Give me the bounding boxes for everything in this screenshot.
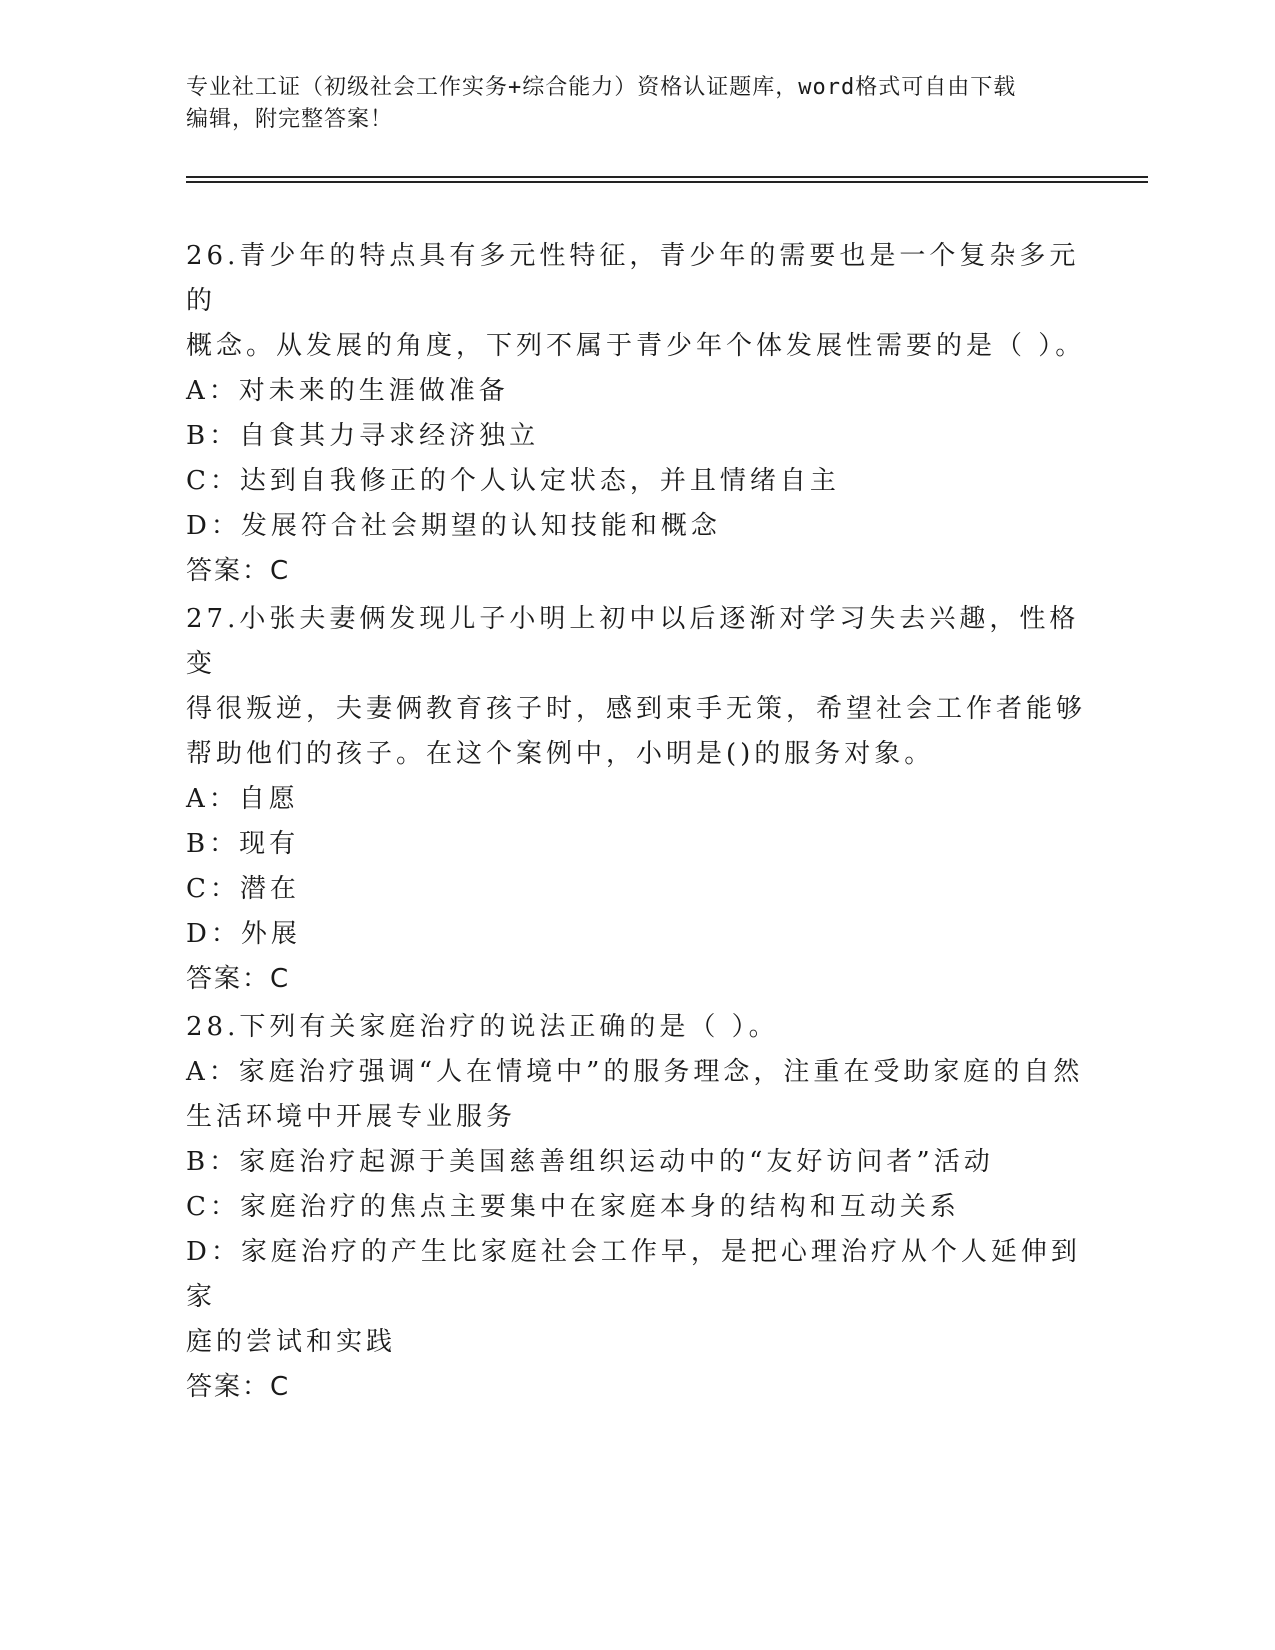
- question-stem-line: 26.青少年的特点具有多元性特征，青少年的需要也是一个复杂多元的: [186, 241, 1080, 316]
- header-line-2: 编辑，附完整答案！: [186, 107, 394, 132]
- header-rule-top: [186, 176, 1148, 178]
- question-26: [186, 234, 1086, 594]
- option-d: D：外展: [186, 919, 301, 949]
- answer-text: 答案：C: [186, 556, 291, 586]
- option-d: D：发展符合社会期望的认知技能和概念: [186, 511, 721, 541]
- question-stem-line: 28.下列有关家庭治疗的说法正确的是（ ）。: [186, 1012, 779, 1042]
- answer-text: 答案：C: [186, 1372, 291, 1402]
- question-stem-line: 帮助他们的孩子。在这个案例中，小明是()的服务对象。: [186, 739, 935, 769]
- option-a-line-2: 生活环境中开展专业服务: [186, 1102, 517, 1132]
- option-b: B：家庭治疗起源于美国慈善组织运动中的“友好访问者”活动: [186, 1147, 994, 1177]
- option-b: B：自食其力寻求经济独立: [186, 421, 540, 451]
- question-28: [186, 1005, 1086, 1410]
- question-27: [186, 597, 1086, 1002]
- question-stem-line: 概念。从发展的角度，下列不属于青少年个体发展性需要的是（ ）。: [186, 331, 1086, 361]
- option-d-line-1: D：家庭治疗的产生比家庭社会工作早，是把心理治疗从个人延伸到家: [186, 1237, 1081, 1312]
- header-rule-bottom: [186, 181, 1148, 183]
- option-a: A：对未来的生涯做准备: [186, 376, 509, 406]
- option-a-line-1: A：家庭治疗强调“人在情境中”的服务理念，注重在受助家庭的自然: [186, 1057, 1084, 1087]
- header-line-1: 专业社工证（初级社会工作实务+综合能力）资格认证题库，word格式可自由下载: [186, 75, 1017, 100]
- option-a: A：自愿: [186, 784, 299, 814]
- document-header: [186, 72, 1086, 136]
- question-stem-line: 27.小张夫妻俩发现儿子小明上初中以后逐渐对学习失去兴趣，性格变: [186, 604, 1080, 679]
- option-c: C：达到自我修正的个人认定状态，并且情绪自主: [186, 466, 840, 496]
- question-stem-line: 得很叛逆，夫妻俩教育孩子时，感到束手无策，希望社会工作者能够: [186, 694, 1087, 724]
- option-b: B：现有: [186, 829, 300, 859]
- option-c: C：家庭治疗的焦点主要集中在家庭本身的结构和互动关系: [186, 1192, 960, 1222]
- option-c: C：潜在: [186, 874, 300, 904]
- option-d-line-2: 庭的尝试和实践: [186, 1327, 397, 1357]
- answer-text: 答案：C: [186, 964, 291, 994]
